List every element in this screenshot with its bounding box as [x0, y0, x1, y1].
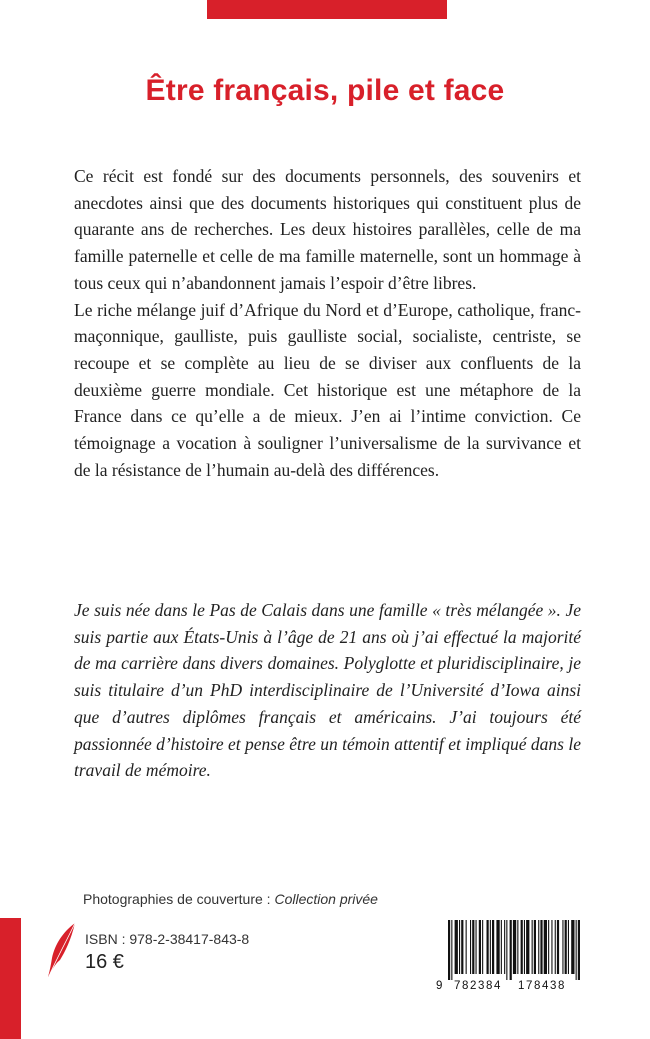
left-accent-bar — [0, 918, 21, 1039]
barcode-bar — [476, 920, 477, 974]
barcode-bar — [448, 920, 450, 980]
feather-icon — [45, 922, 79, 978]
author-bio: Je suis née dans le Pas de Calais dans une famille « très mélangée ». Je suis partie aux États-Unis à l’âge de 21 ans où j’ai effectué la majorité de ma carrière dans divers domaines. Polyglotte et pluridisciplinaire, je suis titulaire d’un PhD interdisciplinaire de l’Université d’Iowa ainsi que d’autres diplômes français et américains. J’ai toujours été passionnée d’histoire et pense être un témoin attentif et impliqué dans le travail de mémoire. — [74, 600, 581, 781]
barcode-bar — [517, 920, 518, 974]
summary-paragraph-2: Le riche mélange juif d’Afrique du Nord et d’Europe, catholique, franc-maçonnique, gaulliste, puis gaulliste social, socialiste, centriste, se recoupe et se complète au lieu de se diviser aux confluents de la deuxième guerre mondiale. Cet historique est une métaphore de la France dans ce qu’elle a de mieux. J’en ai l’intime conviction. Ce témoignage a vocation à souligner l’universalisme de la survivance et de la résistance de l’humain au-delà des différences. — [74, 299, 581, 480]
barcode-bar — [532, 920, 533, 974]
barcode-bar — [461, 920, 463, 974]
barcode-bar — [470, 920, 471, 974]
barcode-bar — [562, 920, 563, 974]
barcode-bar — [568, 920, 569, 974]
barcode-bar — [451, 920, 452, 980]
barcode-bar — [544, 920, 547, 974]
barcode-bar — [565, 920, 567, 974]
barcode-bar — [555, 920, 556, 974]
summary-paragraph-1: Ce récit est fondé sur des documents personnels, des souvenirs et anecdotes ainsi que des documents historiques qui constituent plus de quarante ans de recherches. Les deux histoires parallèles, celle de ma famille paternelle et celle de ma famille maternelle, sont un hommage à tous ceux qui n’abandonnent jamais l’espoir d’être libres. — [74, 166, 581, 293]
barcode-digits-right: 178438 — [518, 980, 566, 992]
barcode-bar — [482, 920, 483, 974]
barcode-bar — [513, 920, 516, 974]
barcode — [432, 920, 582, 1000]
barcode-bar — [506, 920, 507, 980]
barcode-bar — [526, 920, 529, 974]
barcode-bar — [459, 920, 460, 974]
photo-credit-label: Photographies de couverture : — [83, 891, 275, 907]
barcode-bars — [432, 920, 582, 980]
book-title: Être français, pile et face — [145, 74, 505, 107]
barcode-digit-first: 9 — [436, 980, 443, 992]
barcode-bar — [524, 920, 525, 974]
barcode-bar — [551, 920, 552, 974]
barcode-bar — [578, 920, 580, 980]
barcode-bar — [455, 920, 458, 974]
barcode-bar — [487, 920, 489, 974]
top-accent-bar — [207, 0, 447, 19]
barcode-bar — [571, 920, 574, 974]
barcode-bar — [510, 920, 512, 980]
barcode-bar — [557, 920, 559, 974]
barcode-bar — [490, 920, 491, 974]
photo-credit — [83, 891, 378, 907]
barcode-bar — [501, 920, 502, 974]
isbn: ISBN : 978-2-38417-843-8 — [85, 931, 250, 947]
barcode-digits-left: 782384 — [454, 980, 502, 992]
barcode-bar — [504, 920, 505, 974]
barcode-bar — [540, 920, 542, 974]
barcode-bar — [492, 920, 494, 974]
barcode-bar — [472, 920, 474, 974]
barcode-bar — [466, 920, 467, 974]
barcode-bar — [576, 920, 577, 980]
price: 16 € — [85, 951, 124, 973]
barcode-bar — [496, 920, 499, 974]
book-summary — [74, 163, 581, 483]
photo-credit-value: Collection privée — [274, 891, 378, 907]
barcode-bar — [534, 920, 536, 974]
barcode-bar — [548, 920, 549, 974]
barcode-bar — [521, 920, 523, 974]
barcode-bar — [538, 920, 539, 974]
barcode-bar — [479, 920, 481, 974]
